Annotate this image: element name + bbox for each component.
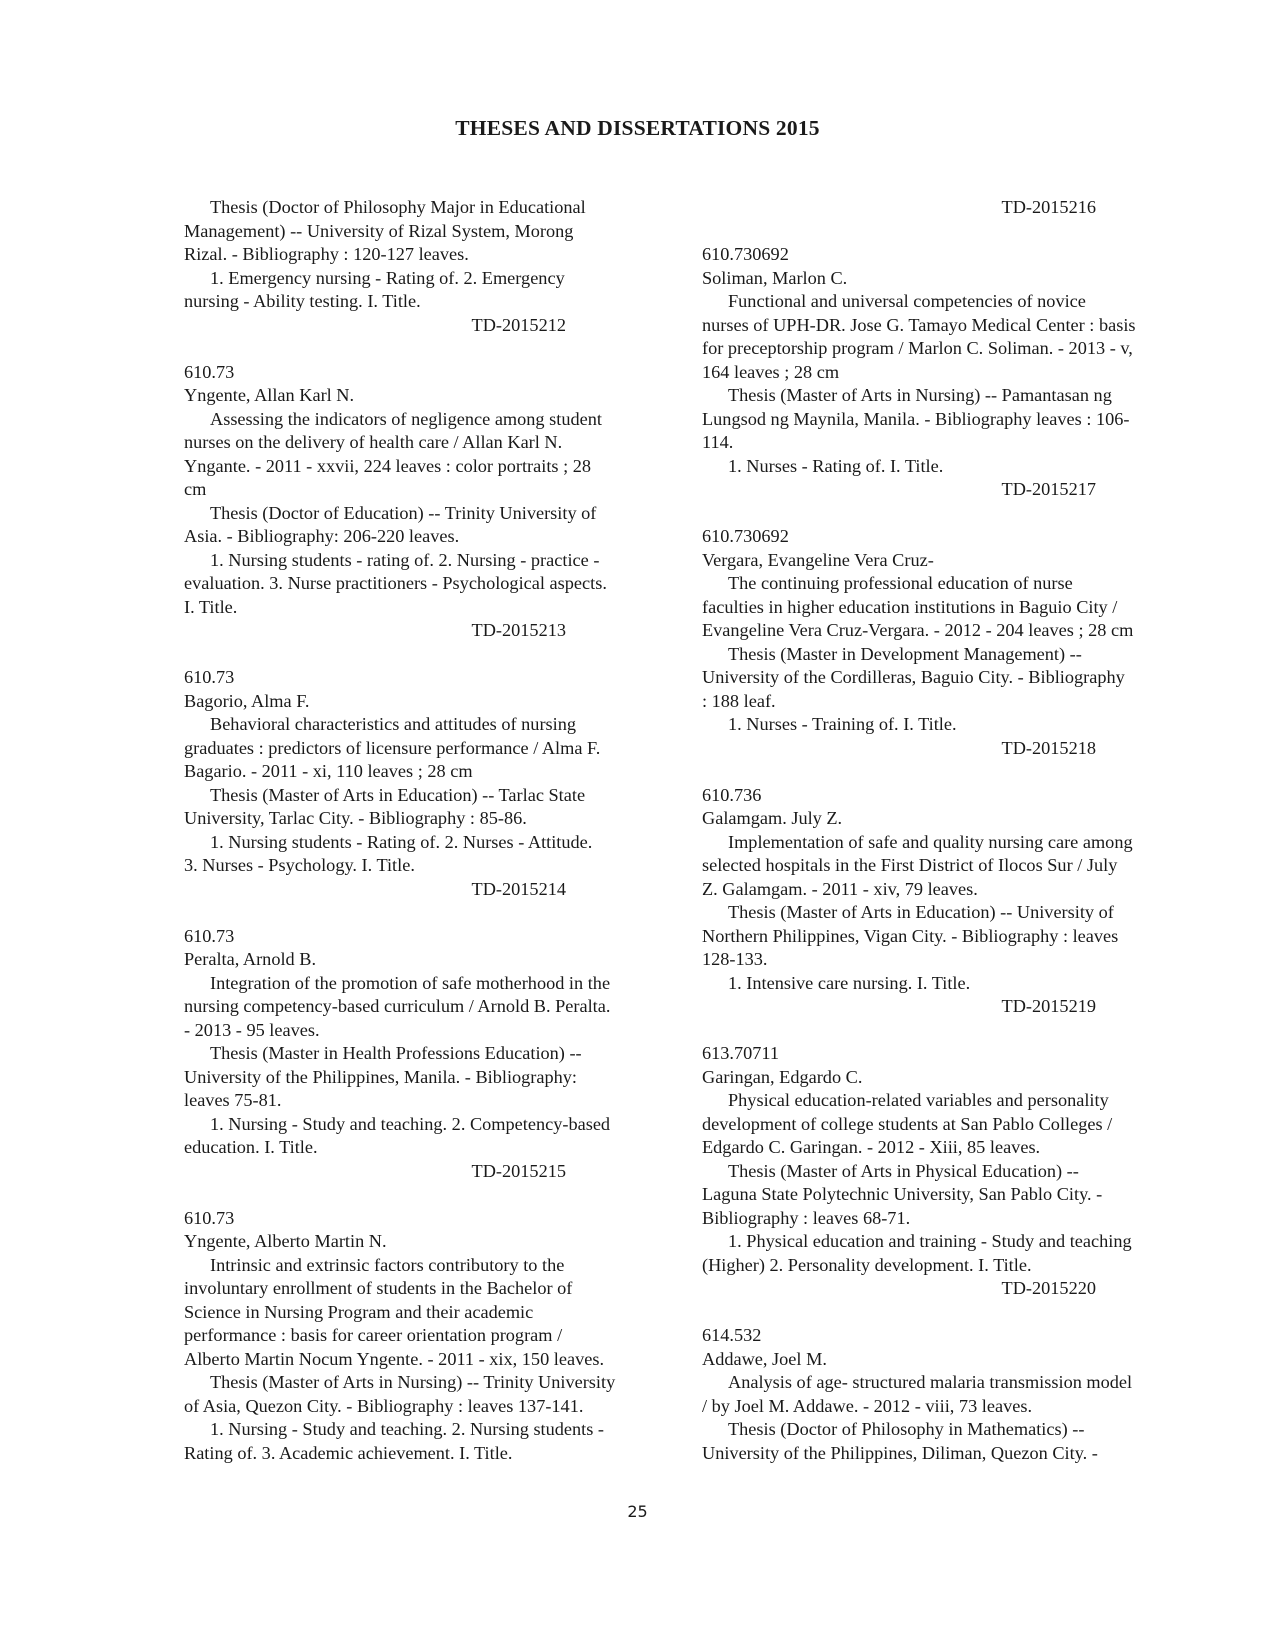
call-number: 610.730692	[702, 526, 789, 546]
catalog-text-line: / by Joel M. Addawe. - 2012 - viii, 73 leaves.	[702, 1395, 1033, 1416]
call-number: 610.730692	[702, 244, 789, 264]
catalog-text-line: Rizal. - Bibliography : 120-127 leaves.	[184, 244, 469, 264]
catalog-text-line: University of the Philippines, Diliman, Quezon City. -	[702, 1442, 1098, 1463]
blank-line	[702, 220, 1194, 244]
catalog-text-line: performance : basis for career orientation program /	[184, 1325, 563, 1345]
catalog-text-line: Thesis (Master of Arts in Education) -- University of	[728, 902, 1114, 922]
catalog-text-line: Integration of the promotion of safe motherhood in the	[210, 972, 611, 993]
catalog-text-line: Science in Nursing Program and their academic	[184, 1301, 534, 1322]
catalog-text-line: evaluation. 3. Nurse practitioners - Psychological aspects.	[184, 573, 607, 593]
catalog-text-line: Peralta, Arnold B.	[184, 949, 317, 969]
call-number: 610.73	[184, 925, 235, 946]
catalog-text-line: 1. Nursing students - rating of. 2. Nursing - practice -	[210, 549, 600, 570]
record-id: TD-2015220	[1001, 1278, 1096, 1298]
record-id: TD-2015215	[471, 1160, 566, 1181]
catalog-text-line: University, Tarlac City. - Bibliography : 85-86.	[184, 808, 527, 828]
catalog-text-line: (Higher) 2. Personality development. I. Title.	[702, 1254, 1032, 1275]
catalog-text-line: 1. Nursing students - Rating of. 2. Nurses - Attitude.	[210, 831, 593, 852]
catalog-text-line: Asia. - Bibliography: 206-220 leaves.	[184, 526, 460, 546]
catalog-text-line: cm	[184, 479, 207, 499]
catalog-text-line: Alberto Martin Nocum Yngente. - 2011 - xix, 150 leaves.	[184, 1348, 605, 1369]
left-column	[184, 196, 664, 1465]
catalog-text-line: Thesis (Master of Arts in Education) -- Tarlac State	[210, 784, 586, 805]
catalog-text-line: Thesis (Master of Arts in Physical Education) --	[728, 1160, 1079, 1181]
catalog-text-line: Galamgam. July Z.	[702, 808, 843, 828]
catalog-text-line: 1. Nurses - Training of. I. Title.	[728, 714, 957, 734]
catalog-text-line: for preceptorship program / Marlon C. Soliman. - 2013 - v,	[702, 338, 1133, 358]
blank-line	[702, 1301, 1194, 1325]
blank-line	[184, 643, 664, 667]
catalog-text-line: 1. Intensive care nursing. I. Title.	[728, 972, 971, 993]
record-id: TD-2015213	[471, 620, 566, 640]
catalog-text-line: Northern Philippines, Vigan City. - Bibliography : leaves	[702, 925, 1119, 946]
call-number: 610.736	[702, 784, 762, 805]
catalog-text-line: 1. Nurses - Rating of. I. Title.	[728, 455, 944, 476]
catalog-text-line: Thesis (Master in Health Professions Education) --	[210, 1043, 582, 1063]
catalog-text-line: Behavioral characteristics and attitudes of nursing	[210, 714, 577, 734]
blank-line	[702, 760, 1194, 784]
catalog-text-line: Bibliography : leaves 68-71.	[702, 1207, 911, 1228]
blank-line	[702, 1019, 1194, 1043]
catalog-text-line: Thesis (Master of Arts in Nursing) -- Trinity University	[210, 1372, 616, 1392]
catalog-text-line: nurses of UPH-DR. Jose G. Tamayo Medical Center : basis	[702, 314, 1136, 335]
catalog-text-line: Assessing the indicators of negligence among student	[210, 408, 602, 429]
record-id: TD-2015212	[471, 314, 566, 335]
catalog-text-line: Physical education-related variables and personality	[728, 1090, 1109, 1110]
record-id: TD-2015217	[1001, 479, 1096, 499]
catalog-text-line: 1. Physical education and training - Study and teaching	[728, 1231, 1132, 1251]
catalog-text-line: Bagario. - 2011 - xi, 110 leaves ; 28 cm	[184, 761, 473, 781]
catalog-text-line: Thesis (Doctor of Philosophy in Mathematics) --	[728, 1419, 1085, 1439]
page-title: THESES AND DISSERTATIONS 2015	[455, 116, 820, 140]
blank-line	[184, 901, 664, 925]
catalog-text-line: Vergara, Evangeline Vera Cruz-	[702, 549, 934, 570]
record-id: TD-2015219	[1001, 996, 1096, 1016]
catalog-text-line: Thesis (Master in Development Management) --	[728, 643, 1082, 664]
catalog-text-line: Rating of. 3. Academic achievement. I. Title.	[184, 1442, 513, 1463]
catalog-text-line: 114.	[702, 432, 734, 452]
catalog-text-line: Yngante. - 2011 - xxvii, 224 leaves : color portraits ; 28	[184, 455, 592, 476]
catalog-text-line: Analysis of age- structured malaria transmission model	[728, 1372, 1133, 1392]
blank-line	[184, 337, 664, 361]
catalog-text-line: Management) -- University of Rizal System, Morong	[184, 220, 574, 241]
catalog-text-line: 1. Emergency nursing - Rating of. 2. Emergency	[210, 267, 565, 288]
catalog-text-line: The continuing professional education of nurse	[728, 573, 1073, 593]
record-id: TD-2015214	[471, 878, 566, 899]
catalog-text-line: Yngente, Allan Karl N.	[184, 385, 355, 405]
catalog-text-line: I. Title.	[184, 596, 238, 617]
call-number: 610.73	[184, 667, 235, 687]
catalog-text-line: 128-133.	[702, 949, 768, 969]
catalog-text-line: - 2013 - 95 leaves.	[184, 1019, 320, 1040]
page-number: 25	[627, 1502, 648, 1521]
catalog-text-line: Garingan, Edgardo C.	[702, 1066, 863, 1087]
catalog-text-line: Soliman, Marlon C.	[702, 267, 848, 288]
catalog-text-line: 164 leaves ; 28 cm	[702, 361, 840, 382]
right-column	[702, 196, 1194, 1465]
catalog-text-line: involuntary enrollment of students in the Bachelor of	[184, 1278, 573, 1298]
catalog-text-line: 1. Nursing - Study and teaching. 2. Competency-based	[210, 1113, 611, 1134]
catalog-text-line: Lungsod ng Maynila, Manila. - Bibliography leaves : 106-	[702, 408, 1130, 429]
catalog-text-line: Functional and universal competencies of novice	[728, 291, 1086, 311]
catalog-text-line: 3. Nurses - Psychology. I. Title.	[184, 855, 415, 875]
call-number: 614.532	[702, 1325, 762, 1345]
catalog-text-line: nursing competency-based curriculum / Arnold B. Peralta.	[184, 996, 611, 1016]
catalog-text-line: leaves 75-81.	[184, 1090, 282, 1110]
call-number: 613.70711	[702, 1043, 780, 1063]
call-number: 610.73	[184, 1207, 235, 1228]
catalog-text-line: Laguna State Polytechnic University, San Pablo City. -	[702, 1184, 1103, 1204]
catalog-text-line: 1. Nursing - Study and teaching. 2. Nursing students -	[210, 1419, 605, 1439]
catalog-text-line: selected hospitals in the First District of Ilocos Sur / July	[702, 855, 1118, 875]
catalog-text-line: : 188 leaf.	[702, 690, 776, 711]
record-id: TD-2015216	[1001, 197, 1096, 217]
call-number: 610.73	[184, 361, 235, 382]
catalog-text-line: Implementation of safe and quality nursing care among	[728, 831, 1133, 852]
catalog-text-line: Addawe, Joel M.	[702, 1348, 827, 1369]
catalog-text-line: Thesis (Doctor of Philosophy Major in Educational	[210, 197, 586, 217]
catalog-text-line: Thesis (Master of Arts in Nursing) -- Pamantasan ng	[728, 385, 1112, 405]
catalog-text-line: faculties in higher education institutions in Baguio City /	[702, 596, 1118, 617]
catalog-text-line: University of the Cordilleras, Baguio City. - Bibliography	[702, 667, 1125, 687]
catalog-text-line: Z. Galamgam. - 2011 - xiv, 79 leaves.	[702, 878, 978, 899]
catalog-text-line: of Asia, Quezon City. - Bibliography : leaves 137-141.	[184, 1395, 584, 1416]
catalog-text-line: Evangeline Vera Cruz-Vergara. - 2012 - 204 leaves ; 28 cm	[702, 620, 1134, 640]
blank-line	[702, 502, 1194, 526]
catalog-text-line: nurses on the delivery of health care / Allan Karl N.	[184, 432, 563, 452]
catalog-text-line: development of college students at San Pablo Colleges /	[702, 1113, 1113, 1134]
catalog-text-line: nursing - Ability testing. I. Title.	[184, 291, 421, 311]
blank-line	[184, 1183, 664, 1207]
catalog-text-line: education. I. Title.	[184, 1137, 318, 1157]
record-id: TD-2015218	[1001, 737, 1096, 758]
catalog-text-line: Thesis (Doctor of Education) -- Trinity University of	[210, 502, 597, 523]
catalog-text-line: Edgardo C. Garingan. - 2012 - Xiii, 85 leaves.	[702, 1137, 1041, 1157]
catalog-text-line: Yngente, Alberto Martin N.	[184, 1231, 387, 1251]
catalog-text-line: Intrinsic and extrinsic factors contributory to the	[210, 1254, 565, 1275]
catalog-text-line: University of the Philippines, Manila. - Bibliography:	[184, 1066, 578, 1087]
catalog-text-line: graduates : predictors of licensure performance / Alma F.	[184, 737, 601, 758]
catalog-text-line: Bagorio, Alma F.	[184, 690, 310, 711]
